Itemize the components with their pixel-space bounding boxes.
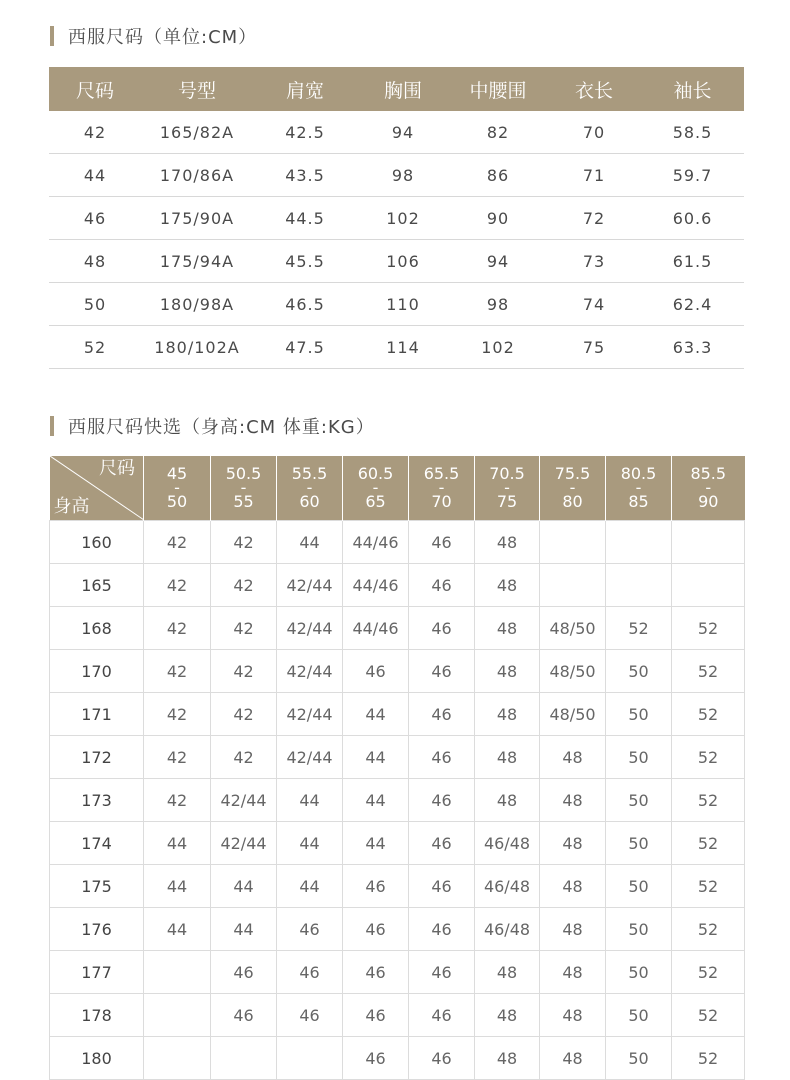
table-cell: 102 bbox=[357, 197, 449, 240]
size-cell: 44/46 bbox=[343, 521, 409, 564]
size-cell: 52 bbox=[672, 951, 745, 994]
size-cell: 46 bbox=[343, 865, 409, 908]
size-cell: 46 bbox=[211, 994, 277, 1037]
size-cell: 48 bbox=[540, 908, 606, 951]
size-cell: 52 bbox=[672, 779, 745, 822]
table-cell: 59.7 bbox=[641, 154, 744, 197]
table-cell: 90 bbox=[449, 197, 547, 240]
height-cell: 180 bbox=[50, 1037, 144, 1080]
height-cell: 170 bbox=[50, 650, 144, 693]
size-cell: 46 bbox=[343, 951, 409, 994]
column-header: 衣长 bbox=[547, 67, 641, 111]
size-cell: 48 bbox=[475, 693, 540, 736]
size-cell: 42/44 bbox=[277, 650, 343, 693]
weight-range-part: 50.5 bbox=[225, 464, 262, 483]
table-row bbox=[50, 822, 745, 865]
size-cell: 42 bbox=[211, 693, 277, 736]
size-cell: 46 bbox=[409, 908, 475, 951]
table-cell: 170/86A bbox=[141, 154, 253, 197]
size-cell: 48 bbox=[540, 994, 606, 1037]
size-cell: 44 bbox=[277, 865, 343, 908]
table-row bbox=[49, 240, 744, 283]
table-row bbox=[50, 908, 745, 951]
size-cell: 42 bbox=[211, 650, 277, 693]
height-cell: 165 bbox=[50, 564, 144, 607]
size-cell: 44 bbox=[343, 736, 409, 779]
size-cell: 52 bbox=[672, 994, 745, 1037]
weight-range-part: 65.5 bbox=[423, 464, 460, 483]
size-cell: 46 bbox=[409, 951, 475, 994]
size-cell: 46 bbox=[409, 607, 475, 650]
size-cell: 44 bbox=[211, 908, 277, 951]
table-cell: 46 bbox=[49, 197, 141, 240]
size-cell: 46 bbox=[343, 650, 409, 693]
weight-range-header bbox=[475, 456, 540, 521]
height-cell: 177 bbox=[50, 951, 144, 994]
table-cell: 106 bbox=[357, 240, 449, 283]
quick-select-title-text: 西服尺码快选（身高:CM 体重:KG） bbox=[68, 417, 375, 438]
weight-range-part: 55.5 bbox=[291, 464, 328, 483]
size-cell: 42 bbox=[144, 693, 211, 736]
size-cell: 46 bbox=[409, 521, 475, 564]
height-cell: 168 bbox=[50, 607, 144, 650]
table-row bbox=[50, 564, 745, 607]
table-cell: 50 bbox=[49, 283, 141, 326]
size-cell: 42 bbox=[144, 521, 211, 564]
weight-range-header bbox=[343, 456, 409, 521]
size-cell: 48 bbox=[540, 736, 606, 779]
weight-range-part: 60.5 bbox=[357, 464, 394, 483]
size-cell: 46 bbox=[343, 994, 409, 1037]
weight-range-header bbox=[277, 456, 343, 521]
weight-range-part: - bbox=[635, 478, 642, 497]
table-cell: 46.5 bbox=[253, 283, 357, 326]
table-cell: 44 bbox=[49, 154, 141, 197]
size-cell: 50 bbox=[606, 865, 672, 908]
size-cell: 48 bbox=[475, 1037, 540, 1080]
height-cell: 160 bbox=[50, 521, 144, 564]
table-cell: 45.5 bbox=[253, 240, 357, 283]
size-cell: 50 bbox=[606, 650, 672, 693]
size-cell: 46 bbox=[409, 736, 475, 779]
table-cell: 74 bbox=[547, 283, 641, 326]
weight-range-part: 80.5 bbox=[620, 464, 657, 483]
size-cell bbox=[144, 951, 211, 994]
size-cell: 44 bbox=[144, 822, 211, 865]
table-cell: 71 bbox=[547, 154, 641, 197]
table-cell: 73 bbox=[547, 240, 641, 283]
size-cell bbox=[540, 564, 606, 607]
table-row bbox=[49, 111, 744, 154]
height-cell: 173 bbox=[50, 779, 144, 822]
weight-range-part: - bbox=[174, 478, 180, 497]
table-row bbox=[50, 865, 745, 908]
table-cell: 70 bbox=[547, 111, 641, 154]
size-cell bbox=[606, 521, 672, 564]
weight-range-part: - bbox=[372, 478, 379, 497]
size-cell: 52 bbox=[672, 908, 745, 951]
table-row bbox=[50, 650, 745, 693]
weight-range-part: 55 bbox=[233, 492, 254, 511]
corner-label-height: 身高 bbox=[53, 496, 90, 517]
size-cell: 52 bbox=[672, 693, 745, 736]
size-cell: 44 bbox=[343, 822, 409, 865]
weight-range-part: 45 bbox=[166, 464, 188, 483]
column-header: 袖长 bbox=[641, 67, 744, 111]
table-row bbox=[50, 693, 745, 736]
weight-range-part: - bbox=[306, 478, 313, 497]
weight-range-part: 50 bbox=[166, 492, 188, 511]
size-cell: 42/44 bbox=[277, 564, 343, 607]
weight-range-part: - bbox=[705, 478, 712, 497]
table-row bbox=[50, 607, 745, 650]
size-cell: 48 bbox=[540, 1037, 606, 1080]
size-cell: 50 bbox=[606, 779, 672, 822]
size-cell: 50 bbox=[606, 1037, 672, 1080]
weight-range-part: 65 bbox=[365, 492, 386, 511]
weight-range-part: 85.5 bbox=[690, 464, 727, 483]
size-cell: 46 bbox=[409, 650, 475, 693]
size-cell: 44 bbox=[211, 865, 277, 908]
size-cell: 46 bbox=[277, 951, 343, 994]
table-row bbox=[50, 736, 745, 779]
size-cell: 52 bbox=[606, 607, 672, 650]
table-row bbox=[50, 951, 745, 994]
table-cell: 102 bbox=[449, 326, 547, 369]
size-chart-title bbox=[50, 25, 257, 47]
column-header: 胸围 bbox=[357, 67, 449, 111]
table-cell: 98 bbox=[449, 283, 547, 326]
size-cell: 42 bbox=[144, 736, 211, 779]
table-cell: 94 bbox=[357, 111, 449, 154]
height-cell: 172 bbox=[50, 736, 144, 779]
size-cell: 48 bbox=[540, 865, 606, 908]
size-cell: 44 bbox=[277, 779, 343, 822]
table-cell: 110 bbox=[357, 283, 449, 326]
table-cell: 165/82A bbox=[141, 111, 253, 154]
size-cell bbox=[211, 1037, 277, 1080]
size-cell: 46/48 bbox=[475, 908, 540, 951]
height-cell: 175 bbox=[50, 865, 144, 908]
table-row bbox=[50, 521, 745, 564]
size-cell: 42/44 bbox=[277, 736, 343, 779]
size-cell: 44 bbox=[144, 865, 211, 908]
size-cell: 42 bbox=[211, 564, 277, 607]
size-cell: 42/44 bbox=[211, 779, 277, 822]
height-cell: 174 bbox=[50, 822, 144, 865]
weight-range-part: 75 bbox=[496, 492, 518, 511]
size-cell: 42 bbox=[211, 736, 277, 779]
title-accent-bar bbox=[50, 26, 54, 46]
size-cell bbox=[606, 564, 672, 607]
size-cell bbox=[144, 1037, 211, 1080]
size-cell bbox=[672, 564, 745, 607]
size-cell: 44 bbox=[277, 521, 343, 564]
weight-range-part: - bbox=[504, 478, 510, 497]
size-cell: 48 bbox=[540, 779, 606, 822]
column-header: 中腰围 bbox=[449, 67, 547, 111]
weight-range-part: 85 bbox=[628, 492, 649, 511]
table-cell: 75 bbox=[547, 326, 641, 369]
size-cell: 46 bbox=[409, 693, 475, 736]
table-cell: 47.5 bbox=[253, 326, 357, 369]
size-chart-table bbox=[49, 67, 744, 369]
size-cell: 46 bbox=[277, 908, 343, 951]
table-cell: 94 bbox=[449, 240, 547, 283]
size-cell: 44/46 bbox=[343, 607, 409, 650]
quick-select-table bbox=[49, 456, 745, 1080]
weight-range-part: 70.5 bbox=[489, 464, 525, 483]
weight-range-header bbox=[144, 456, 211, 521]
table-cell: 42.5 bbox=[253, 111, 357, 154]
table-row bbox=[50, 779, 745, 822]
size-cell: 46 bbox=[343, 908, 409, 951]
size-cell: 46 bbox=[409, 564, 475, 607]
size-cell: 46 bbox=[409, 779, 475, 822]
table-row bbox=[49, 154, 744, 197]
size-cell: 46 bbox=[409, 1037, 475, 1080]
height-cell: 171 bbox=[50, 693, 144, 736]
column-header: 肩宽 bbox=[253, 67, 357, 111]
size-cell bbox=[672, 521, 745, 564]
size-cell: 42 bbox=[144, 650, 211, 693]
table-cell: 43.5 bbox=[253, 154, 357, 197]
table-row bbox=[49, 326, 744, 369]
size-cell: 48/50 bbox=[540, 693, 606, 736]
size-cell bbox=[540, 521, 606, 564]
table-cell: 82 bbox=[449, 111, 547, 154]
size-cell: 50 bbox=[606, 951, 672, 994]
corner-label-size: 尺码 bbox=[99, 458, 135, 479]
size-cell: 48 bbox=[540, 822, 606, 865]
size-cell bbox=[277, 1037, 343, 1080]
table-cell: 86 bbox=[449, 154, 547, 197]
table-cell: 63.3 bbox=[641, 326, 744, 369]
size-cell: 48 bbox=[475, 607, 540, 650]
table-cell: 48 bbox=[49, 240, 141, 283]
size-chart-title-text: 西服尺码（单位:CM） bbox=[68, 27, 258, 48]
column-header: 尺码 bbox=[49, 67, 141, 111]
weight-range-part: - bbox=[438, 478, 445, 497]
size-cell: 42 bbox=[144, 564, 211, 607]
table-row bbox=[49, 197, 744, 240]
size-cell: 50 bbox=[606, 822, 672, 865]
quick-select-header-row bbox=[50, 456, 745, 521]
size-cell: 46 bbox=[409, 865, 475, 908]
table-row bbox=[50, 994, 745, 1037]
size-cell: 46 bbox=[343, 1037, 409, 1080]
weight-range-part: 75.5 bbox=[554, 464, 591, 483]
size-cell: 52 bbox=[672, 607, 745, 650]
size-cell: 52 bbox=[672, 736, 745, 779]
size-cell: 44 bbox=[144, 908, 211, 951]
size-cell: 46 bbox=[409, 822, 475, 865]
table-cell: 180/98A bbox=[141, 283, 253, 326]
size-cell: 42/44 bbox=[277, 693, 343, 736]
size-cell: 52 bbox=[672, 865, 745, 908]
table-cell: 98 bbox=[357, 154, 449, 197]
height-cell: 178 bbox=[50, 994, 144, 1037]
size-cell: 48 bbox=[475, 521, 540, 564]
table-cell: 180/102A bbox=[141, 326, 253, 369]
title-accent-bar bbox=[50, 416, 54, 436]
size-cell: 48 bbox=[475, 736, 540, 779]
table-row bbox=[50, 1037, 745, 1080]
size-cell: 44 bbox=[343, 693, 409, 736]
table-cell: 52 bbox=[49, 326, 141, 369]
weight-range-part: - bbox=[240, 478, 247, 497]
table-cell: 62.4 bbox=[641, 283, 744, 326]
size-cell: 48 bbox=[475, 779, 540, 822]
column-header: 号型 bbox=[141, 67, 253, 111]
table-cell: 58.5 bbox=[641, 111, 744, 154]
size-cell: 46 bbox=[277, 994, 343, 1037]
weight-range-part: 90 bbox=[698, 492, 719, 511]
table-cell: 61.5 bbox=[641, 240, 744, 283]
size-cell: 48 bbox=[475, 564, 540, 607]
size-cell: 48 bbox=[475, 994, 540, 1037]
weight-range-header bbox=[540, 456, 606, 521]
header-corner-cell bbox=[50, 456, 144, 521]
weight-range-part: 70 bbox=[431, 492, 452, 511]
size-chart-header-row bbox=[49, 67, 744, 111]
weight-range-part: 80 bbox=[562, 492, 583, 511]
size-cell: 48 bbox=[540, 951, 606, 994]
weight-range-part: 60 bbox=[299, 492, 320, 511]
table-cell: 42 bbox=[49, 111, 141, 154]
size-cell: 48 bbox=[475, 650, 540, 693]
table-cell: 72 bbox=[547, 197, 641, 240]
size-cell: 46 bbox=[409, 994, 475, 1037]
size-cell: 42 bbox=[144, 779, 211, 822]
size-cell: 44 bbox=[277, 822, 343, 865]
quick-select-title bbox=[50, 415, 375, 437]
height-cell: 176 bbox=[50, 908, 144, 951]
size-cell: 48 bbox=[475, 951, 540, 994]
size-cell: 46 bbox=[211, 951, 277, 994]
weight-range-header bbox=[672, 456, 745, 521]
size-cell: 42 bbox=[211, 521, 277, 564]
size-cell: 50 bbox=[606, 908, 672, 951]
size-cell: 46/48 bbox=[475, 865, 540, 908]
size-cell: 48/50 bbox=[540, 607, 606, 650]
weight-range-part: - bbox=[569, 478, 576, 497]
table-cell: 175/90A bbox=[141, 197, 253, 240]
weight-range-header bbox=[211, 456, 277, 521]
size-cell: 46/48 bbox=[475, 822, 540, 865]
size-cell: 42 bbox=[211, 607, 277, 650]
size-cell: 52 bbox=[672, 650, 745, 693]
size-cell: 44/46 bbox=[343, 564, 409, 607]
size-cell: 50 bbox=[606, 736, 672, 779]
size-cell: 42 bbox=[144, 607, 211, 650]
table-cell: 60.6 bbox=[641, 197, 744, 240]
size-cell: 48/50 bbox=[540, 650, 606, 693]
weight-range-header bbox=[409, 456, 475, 521]
table-row bbox=[49, 283, 744, 326]
size-cell: 42/44 bbox=[277, 607, 343, 650]
table-cell: 114 bbox=[357, 326, 449, 369]
weight-range-header bbox=[606, 456, 672, 521]
table-cell: 175/94A bbox=[141, 240, 253, 283]
table-cell: 44.5 bbox=[253, 197, 357, 240]
size-cell: 52 bbox=[672, 1037, 745, 1080]
size-cell: 42/44 bbox=[211, 822, 277, 865]
size-cell: 50 bbox=[606, 693, 672, 736]
size-cell bbox=[144, 994, 211, 1037]
size-cell: 44 bbox=[343, 779, 409, 822]
size-cell: 50 bbox=[606, 994, 672, 1037]
size-cell: 52 bbox=[672, 822, 745, 865]
